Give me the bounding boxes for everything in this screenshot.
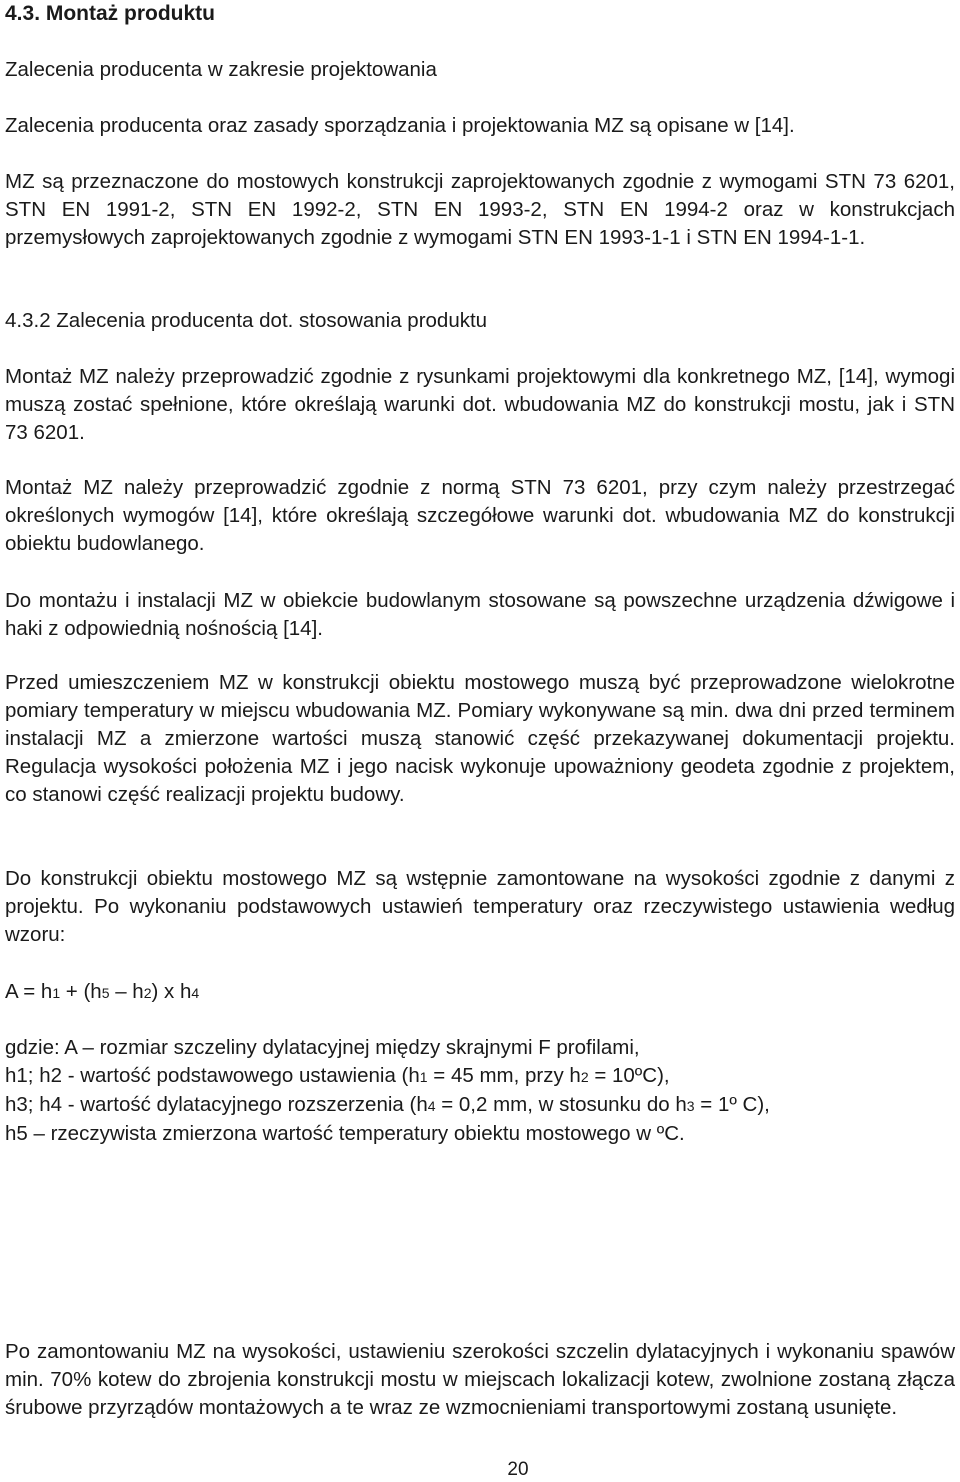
paragraph-lifting-equipment: Do montażu i instalacji MZ w obiekcie budowlanym stosowane są powszechne urządzenia dźwigowe i haki z odpowiednią nośnością [14]. — [5, 589, 955, 640]
formula-definitions — [5, 1034, 955, 1148]
page-number: 20 — [507, 1459, 529, 1480]
paragraph-assembly-drawings: Montaż MZ należy przeprowadzić zgodnie z rysunkami projektowymi dla konkretnego MZ, [14], wymogi muszą zostać spełnione, które określają warunki dot. wbudowania MZ do konstrukcji mostu, jak i STN 73 6201. — [5, 365, 955, 444]
definition-h3-h4: h3; h4 - wartość dylatacyjnego rozszerzenia (h4 = 0,2 mm, w stosunku do h3 = 1º C), — [5, 1093, 770, 1116]
paragraph-preassembly: Do konstrukcji obiektu mostowego MZ są wstępnie zamontowane na wysokości zgodnie z danymi z projektu. Po wykonaniu podstawowych ustawień temperatury oraz rzeczywistego ustawienia według wzoru: — [5, 867, 955, 946]
formula: A = h1 + (h5 – h2) x h4 — [5, 980, 200, 1003]
definition-a: gdzie: A – rozmiar szczeliny dylatacyjnej między skrajnymi F profilami, — [5, 1036, 640, 1059]
subheading-usage: 4.3.2 Zalecenia producenta dot. stosowania produktu — [5, 309, 488, 332]
paragraph-recommendations: Zalecenia producenta oraz zasady sporządzania i projektowania MZ są opisane w [14]. — [5, 114, 795, 137]
paragraph-final-assembly: Po zamontowaniu MZ na wysokości, ustawieniu szerokości szczelin dylatacyjnych i wykonaniu spawów min. 70% kotew do zbrojenia konstrukcji mostu w miejscach lokalizacji kotew, zwolnione zostaną złącza śrubowe przyrządów montażowych a te wraz ze wzmocnieniami transportowymi zostaną usunięte. — [5, 1340, 955, 1419]
definition-h5: h5 – rzeczywista zmierzona wartość temperatury obiektu mostowego w ºC. — [5, 1122, 685, 1145]
definition-h1-h2: h1; h2 - wartość podstawowego ustawienia (h1 = 45 mm, przy h2 = 10ºC), — [5, 1064, 670, 1087]
paragraph-temperature-measurements: Przed umieszczeniem MZ w konstrukcji obiektu mostowego muszą być przeprowadzone wielokrotne pomiary temperatury w miejscu wbudowania MZ. Pomiary wykonywane są min. dwa dni przed terminem instalacji MZ a zmierzone wartości muszą stanowić część przekazywanej dokumentacji projektu. Regulacja wysokości położenia MZ i jego nacisk wykonuje upoważniony geodeta zgodnie z projektem, co stanowi część realizacji projektu budowy. — [5, 671, 955, 806]
paragraph-assembly-norm: Montaż MZ należy przeprowadzić zgodnie z normą STN 73 6201, przy czym należy przestrzegać określonych wymogów [14], które określają szczegółowe warunki dot. wbudowania MZ do konstrukcji obiektu budowlanego. — [5, 476, 955, 555]
paragraph-standards: MZ są przeznaczone do mostowych konstrukcji zaprojektowanych zgodnie z wymogami STN 73 6201, STN EN 1991-2, STN EN 1992-2, STN EN 1993-2, STN EN 1994-2 oraz w konstrukcjach przemysłowych zaprojektowanych zgodnie z wymogami STN EN 1993-1-1 i STN EN 1994-1-1. — [5, 170, 955, 249]
subheading-design: Zalecenia producenta w zakresie projektowania — [5, 58, 437, 81]
section-heading: 4.3. Montaż produktu — [5, 2, 215, 25]
